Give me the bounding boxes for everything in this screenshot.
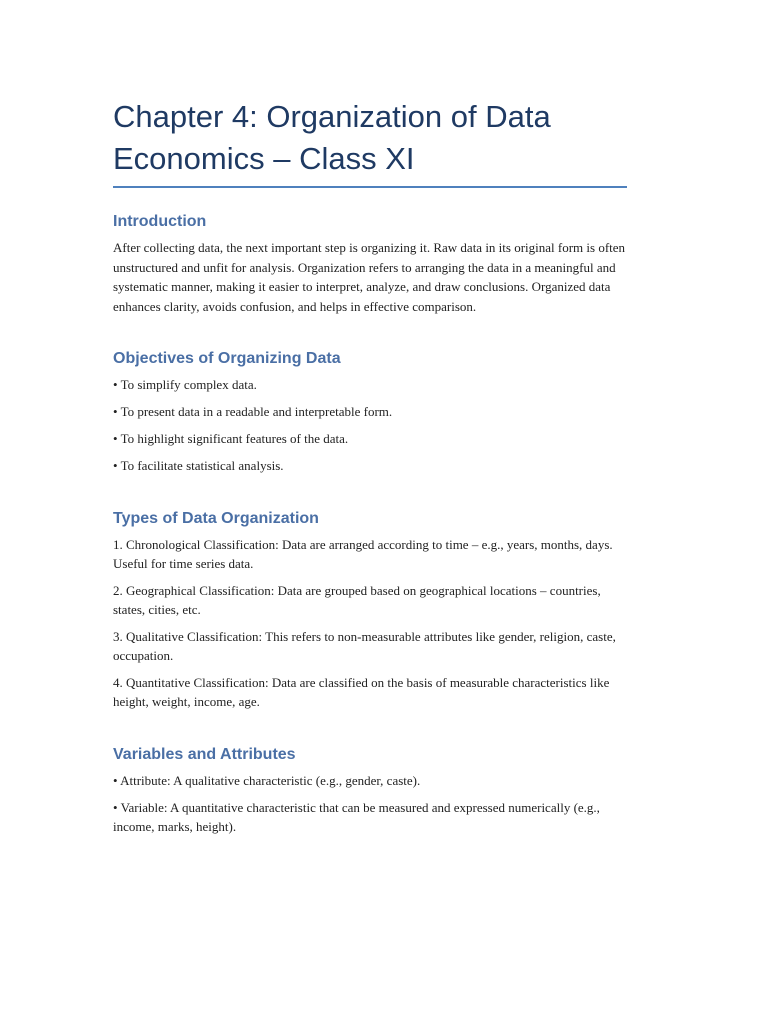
list-item: • Variable: A quantitative characteristic that can be measured and expressed numerically (e.g., income, marks, height). xyxy=(113,799,600,834)
section-objectives xyxy=(113,349,627,476)
section-heading: Introduction xyxy=(113,213,207,230)
list-item: • Attribute: A qualitative characteristic (e.g., gender, caste). xyxy=(113,772,421,788)
section-heading: Types of Data Organization xyxy=(113,509,319,527)
list-item: • To simplify complex data. xyxy=(113,377,257,392)
list-item: 1. Chronological Classification: Data are arranged according to time – e.g., years, months, days. Useful for time series data. xyxy=(113,536,613,571)
section-introduction xyxy=(113,212,627,316)
list-item: • To present data in a readable and interpretable form. xyxy=(113,404,393,419)
paragraph: After collecting data, the next important step is organizing it. Raw data in its original form is often unstructured and unfit for analysis. Organization refers to arranging the data in a meaningful and systematic manner, making it easier to interpret, analyze, and draw conclusions. Organized data enhances clarity, avoids confusion, and helps in effective comparison. xyxy=(113,240,626,314)
list-item: • To facilitate statistical analysis. xyxy=(113,458,284,473)
section-variables xyxy=(113,745,627,837)
list-item: 4. Quantitative Classification: Data are classified on the basis of measurable characteristics like height, weight, income, age. xyxy=(113,674,610,709)
section-types xyxy=(113,509,627,712)
list-item: 3. Qualitative Classification: This refers to non-measurable attributes like gender, religion, caste, occupation. xyxy=(113,628,616,663)
title-divider xyxy=(113,186,627,188)
section-heading: Objectives of Organizing Data xyxy=(113,350,341,367)
list-item: • To highlight significant features of the data. xyxy=(113,431,349,446)
document-title xyxy=(113,96,627,180)
document-page xyxy=(113,96,627,844)
list-item: 2. Geographical Classification: Data are grouped based on geographical locations – countries, states, cities, etc. xyxy=(113,582,601,617)
title-line-2: Economics – Class XI xyxy=(113,141,415,176)
section-heading: Variables and Attributes xyxy=(113,745,296,763)
title-line-1: Chapter 4: Organization of Data xyxy=(113,99,551,134)
